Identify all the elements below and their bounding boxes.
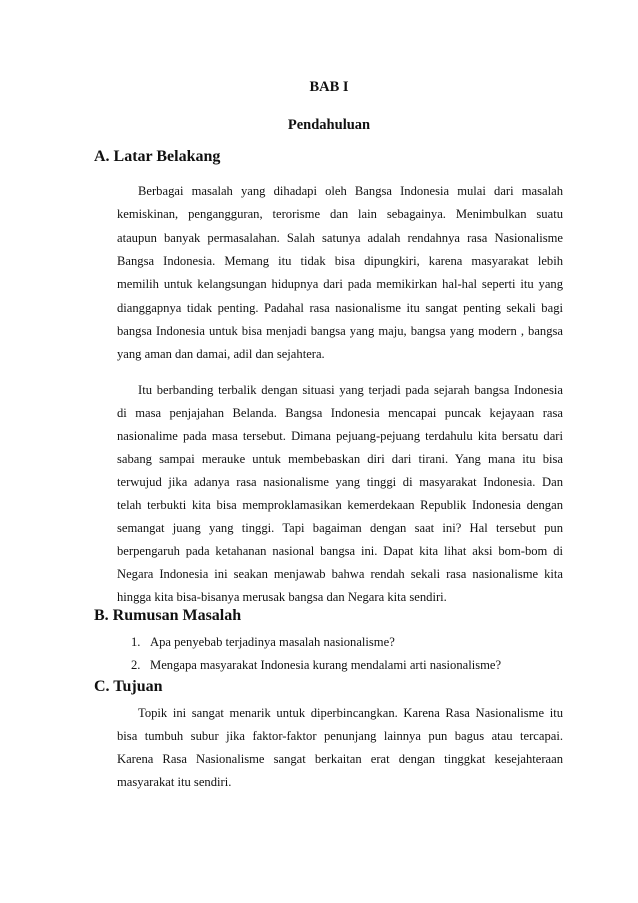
paragraph-line: berpengaruh pada ketahanan nasional bangsa ini. Dapat kita lihat aksi bom-bom di [117, 544, 563, 558]
paragraph-line: sabang sampai merauke untuk membebaskan diri dari tirani. Yang mana itu bisa [117, 452, 563, 466]
section-a-heading: A. Latar Belakang [94, 148, 221, 165]
paragraph-line: telah terbukti kita bisa memproklamasikan kemerdekaan Republik Indonesia dengan [117, 498, 563, 512]
paragraph-line: Berbagai masalah yang dihadapi oleh Bangsa Indonesia mulai dari masalah [138, 184, 563, 198]
paragraph-line: dianggapnya tidak penting. Padahal rasa nasionalisme itu sangat penting sekali bagi [117, 300, 563, 315]
chapter-number: BAB I [309, 79, 349, 95]
list-item [131, 634, 395, 650]
paragraph-line: kemiskinan, pengangguran, terorisme dan lain sebagainya. Menimbulkan suatu [117, 207, 563, 222]
paragraph-line: masyarakat itu sendiri. [117, 775, 232, 789]
paragraph-line: Negara Indonesia ini seakan menjawab bahwa rendah sekali rasa nasionalisme kita [117, 567, 563, 581]
section-b-heading: B. Rumusan Masalah [94, 607, 242, 624]
paragraph-line: ataupun banyak permasalahan. Salah satunya adalah rendahnya rasa Nasionalisme [117, 230, 563, 245]
paragraph-line: hingga kita bisa-bisanya merusak bangsa dan Negara kita sendiri. [117, 590, 447, 604]
paragraph-line: bangsa Indonesia untuk bisa menjadi bangsa yang maju, bangsa yang modern , bangsa [117, 323, 563, 338]
paragraph-line: Bangsa Indonesia. Memang itu tidak bisa dipungkiri, karena masyarakat lebih [117, 253, 563, 268]
paragraph-line: nasionalime pada masa tersebut. Dimana pejuang-pejuang terdahulu kita bersatu dari [117, 429, 563, 443]
paragraph-line: terwujud jika adanya rasa nasionalisme yang tinggi di masyarakat Indonesia. Dan [117, 475, 563, 489]
paragraph-line: yang aman dan damai, adil dan sejahtera. [117, 347, 325, 362]
paragraph-line: di masa penjajahan Belanda. Bangsa Indonesia mencapai puncak kejayaan rasa [117, 406, 563, 420]
paragraph-line: Topik ini sangat menarik untuk diperbincangkan. Karena Rasa Nasionalisme itu [138, 706, 563, 720]
paragraph-line: memilih untuk kelangsungan hidupnya dari pada memikirkan hal-hal seperti itu yang [117, 277, 563, 292]
list-text: Apa penyebab terjadinya masalah nasionalisme? [150, 635, 395, 649]
paragraph-line: Itu berbanding terbalik dengan situasi yang terjadi pada sejarah bangsa Indonesia [138, 383, 563, 397]
list-text: Mengapa masyarakat Indonesia kurang mendalami arti nasionalisme? [150, 658, 502, 672]
paragraph-line: semangat juang yang tinggi. Tapi bagaiman dengan saat ini? Hal tersebut pun [117, 521, 563, 535]
list-number: 2. [131, 658, 141, 672]
chapter-title: Pendahuluan [287, 117, 371, 133]
section-c-heading: C. Tujuan [94, 678, 163, 695]
paragraph-line: bisa tumbuh subur jika faktor-faktor penunjang lainnya pun bagus atau tercapai. [117, 729, 563, 743]
list-item [131, 657, 501, 673]
list-number: 1. [131, 635, 141, 649]
paragraph-line: Karena Rasa Nasionalisme sangat berkaitan erat dengan tinggkat kesejahteraan [117, 752, 563, 766]
